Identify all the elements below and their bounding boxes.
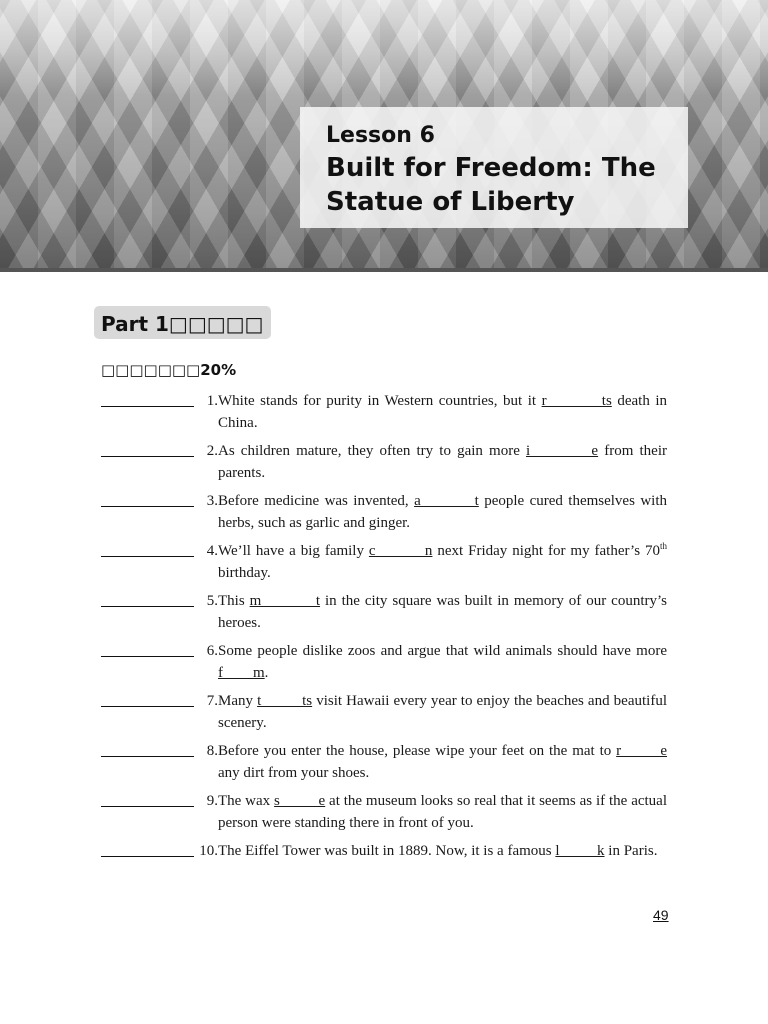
answer-blank[interactable] — [101, 756, 194, 757]
word-gap: r e — [616, 743, 668, 759]
question-number: 4. — [206, 543, 218, 559]
answer-blank[interactable] — [101, 856, 194, 857]
lesson-title-box — [300, 107, 688, 228]
question-number: 2. — [206, 443, 218, 459]
question-number: 10. — [199, 843, 218, 859]
question-number: 9. — [206, 793, 218, 809]
answer-blank[interactable] — [101, 656, 194, 657]
answer-blank[interactable] — [101, 406, 194, 407]
question-text: We’ll have a big family c n next Friday night for my father’s 70th birthday. — [218, 541, 667, 581]
question-number: 1. — [206, 393, 218, 409]
answer-blank[interactable] — [101, 606, 194, 607]
question-number: 8. — [206, 743, 218, 759]
question-text: The Eiffel Tower was built in 1889. Now, it is a famous l k in Paris. — [218, 843, 658, 859]
banner-divider — [0, 268, 768, 272]
word-gap: i e — [525, 443, 599, 459]
page-number: 49 — [653, 907, 669, 923]
lesson-number: Lesson 6 — [326, 123, 435, 148]
question-text: Before medicine was invented, a t people cured themselves with herbs, such as garlic and ginger. — [218, 493, 667, 531]
question-number: 6. — [206, 643, 218, 659]
word-gap: l k — [555, 843, 605, 859]
question-text: As children mature, they often try to gain more i e from their parents. — [218, 443, 667, 481]
question-text: Some people dislike zoos and argue that wild animals should have more f m. — [218, 643, 667, 681]
answer-blank[interactable] — [101, 456, 194, 457]
superscript: th — [659, 541, 667, 551]
word-gap: s e — [274, 793, 326, 809]
answer-blank[interactable] — [101, 556, 194, 557]
question-text: Before you enter the house, please wipe your feet on the mat to r e any dirt from your shoes. — [218, 743, 668, 781]
part-heading: Part 1□□□□□ — [101, 312, 264, 336]
word-gap: c n — [368, 543, 433, 559]
answer-blank[interactable] — [101, 806, 194, 807]
part-heading-tab — [94, 306, 271, 339]
header-banner — [0, 0, 768, 272]
section-instructions: □□□□□□□20% — [101, 361, 237, 379]
word-gap: a t — [414, 493, 479, 509]
question-number: 7. — [206, 693, 218, 709]
lesson-title: Built for Freedom: The Statue of Liberty — [326, 153, 656, 217]
question-text: This m t in the city square was built in memory of our country’s heroes. — [218, 593, 668, 631]
word-gap: f m — [218, 665, 265, 681]
question-number: 5. — [206, 593, 218, 609]
answer-blank[interactable] — [101, 706, 194, 707]
question-number: 3. — [206, 493, 218, 509]
answer-blank[interactable] — [101, 506, 194, 507]
word-gap: r ts — [541, 393, 612, 409]
word-gap: m t — [249, 593, 321, 609]
question-text: White stands for purity in Western countries, but it r ts death in China. — [218, 393, 668, 431]
word-gap: t ts — [257, 693, 313, 709]
question-text: The wax s e at the museum looks so real that it seems as if the actual person were standing there in front of you. — [218, 793, 668, 831]
question-text: Many t ts visit Hawaii every year to enjoy the beaches and beautiful scenery. — [218, 693, 667, 731]
